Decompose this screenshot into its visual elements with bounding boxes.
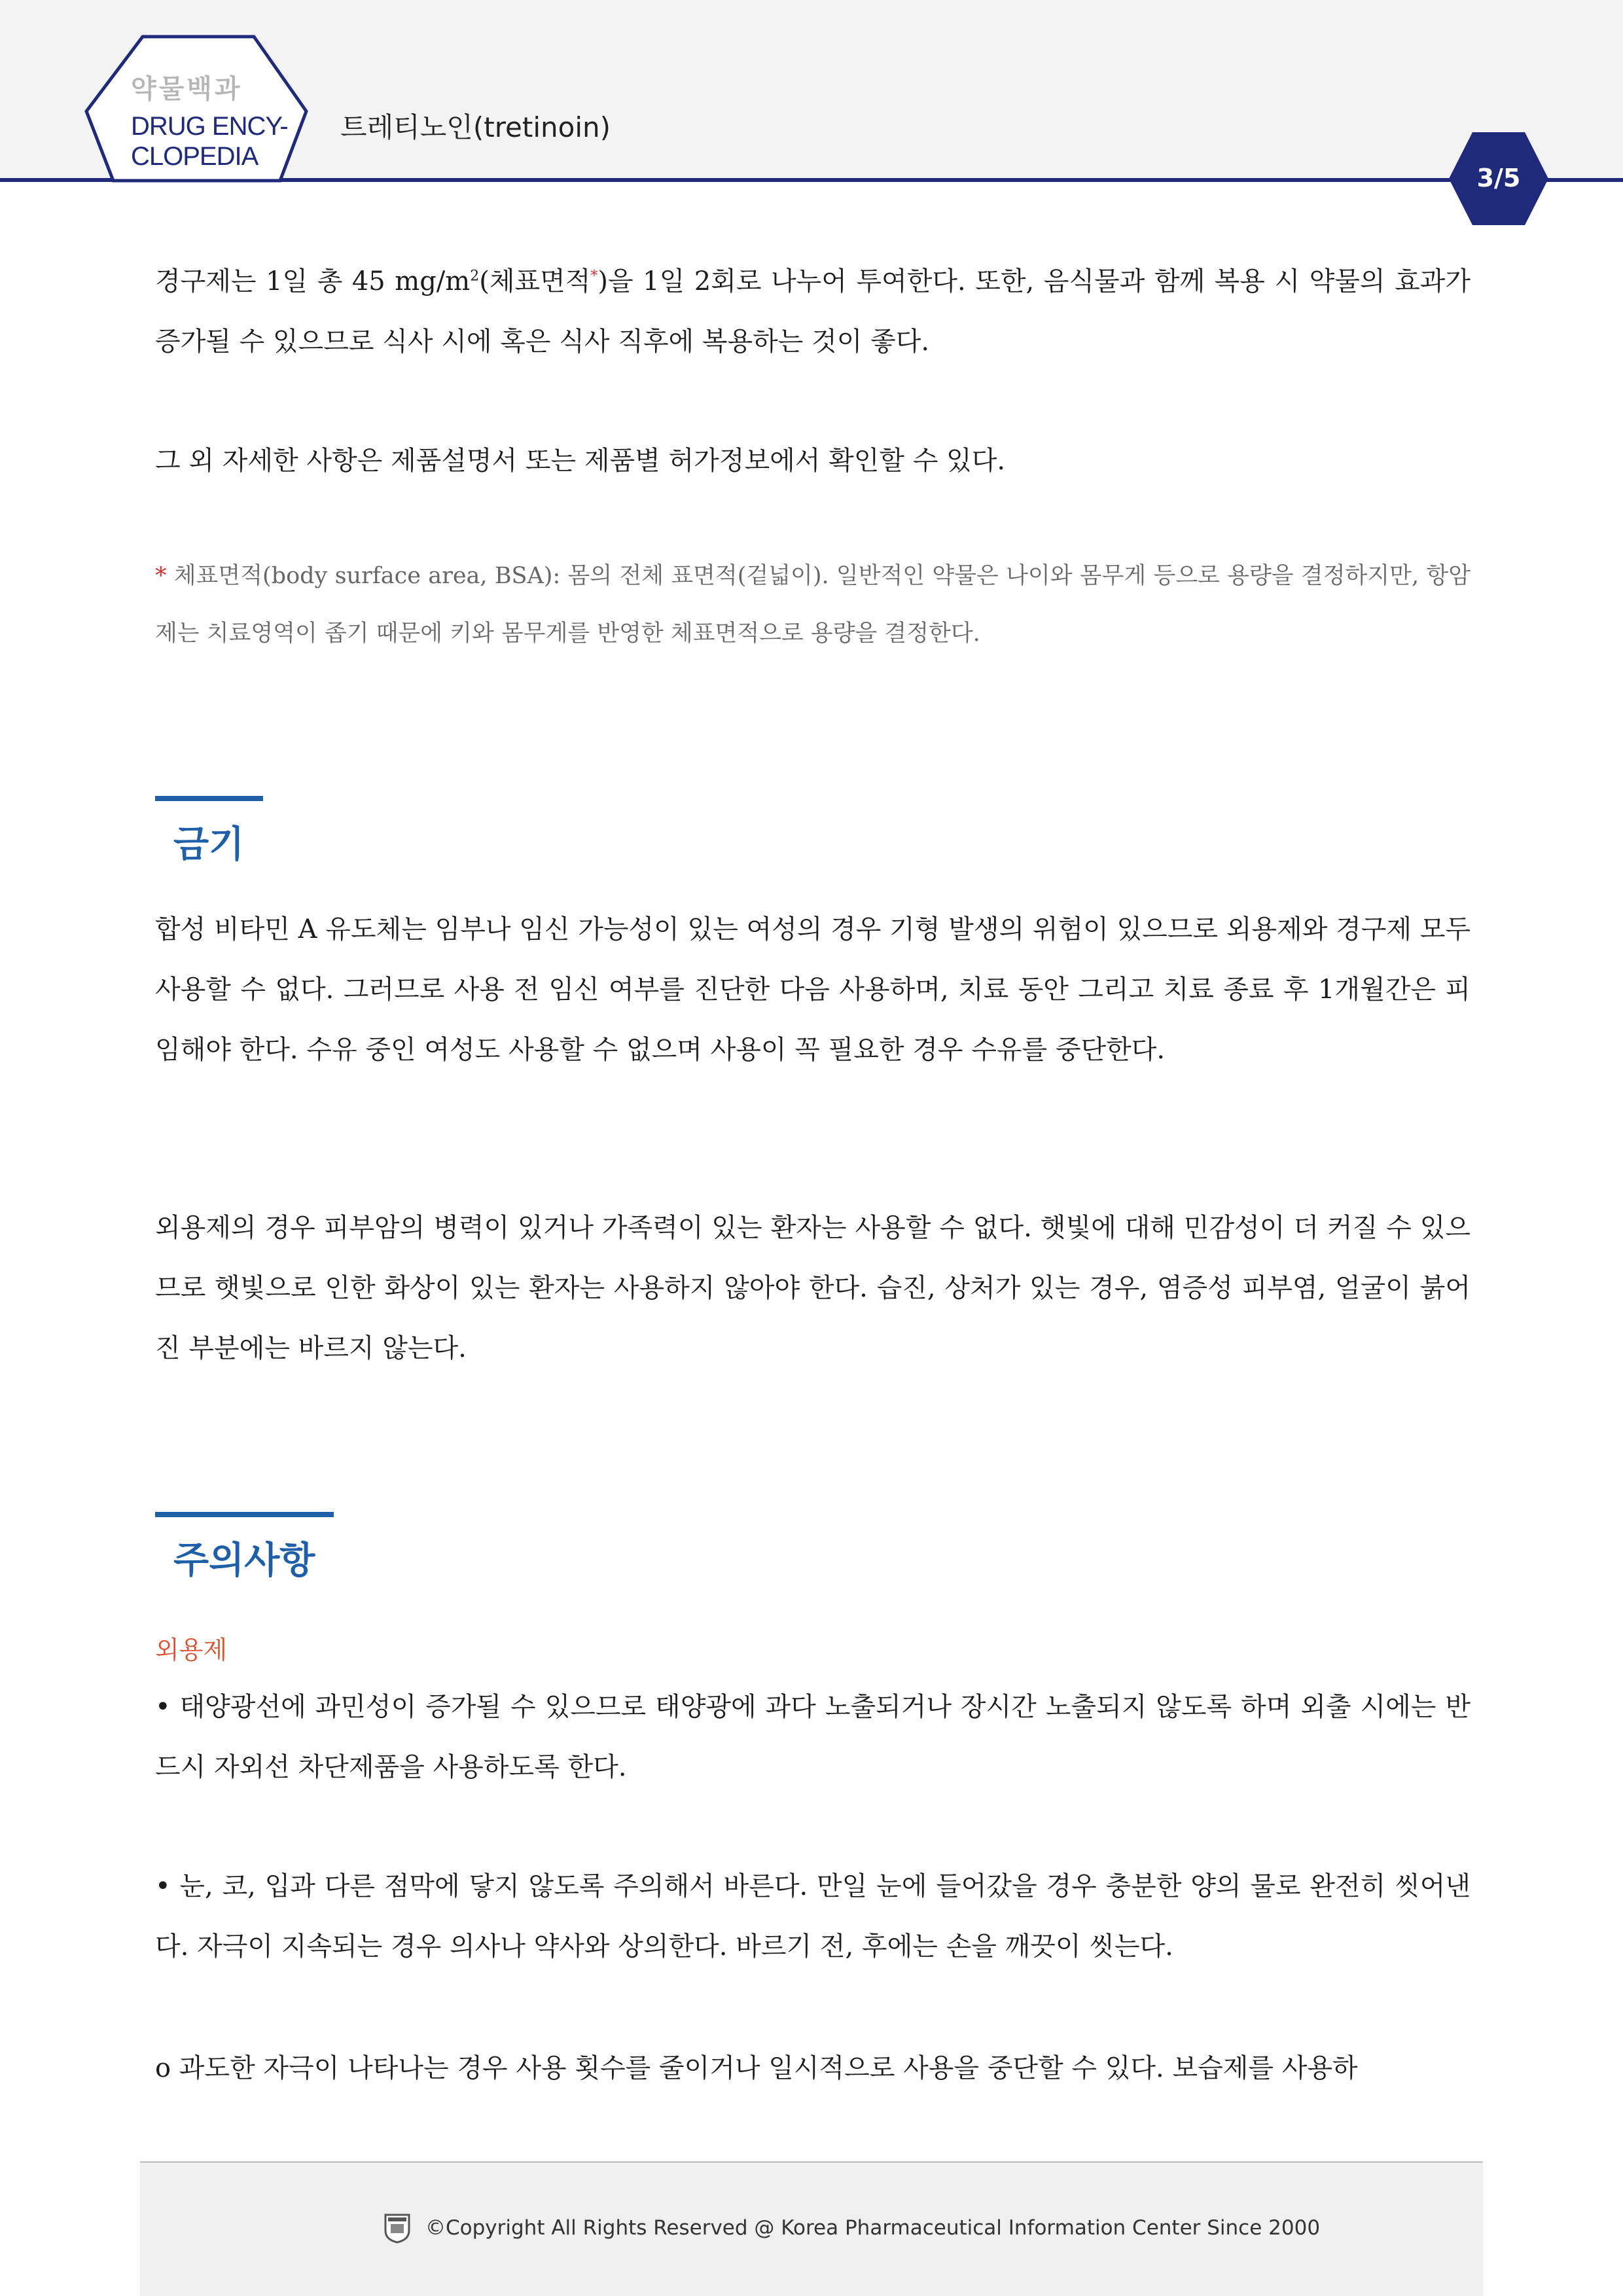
section-title-contraindications: 금기 <box>173 823 245 866</box>
copyright-text: ©Copyright All Rights Reserved @ Korea Pharmaceutical Information Center Since 2000 <box>425 2216 1321 2240</box>
logo-line-2: CLOPEDIA <box>131 142 259 171</box>
footnote-text: 체표면적(body surface area, BSA): 몸의 전체 표면적(겉넓이). 일반적인 약물은 나이와 몸무게 등으로 용량을 결정하지만, 항암제는 치료영역이 좁기 때문에 키와 몸무게를 반영한 체표면적으로 용량을 결정한다. <box>155 563 1471 647</box>
section-bar-precautions <box>155 1512 334 1517</box>
bsa-footnote <box>155 547 1471 662</box>
page-number: 3/5 <box>1476 164 1521 192</box>
logo-line-1: DRUG ENCY- <box>131 112 288 141</box>
dosage-text-part-2: (체표면적 <box>479 266 591 296</box>
kpic-emblem-icon <box>383 2212 412 2244</box>
footnote-star: * <box>155 563 167 589</box>
section-title-precautions: 주의사항 <box>173 1539 315 1582</box>
page-indicator <box>1446 130 1551 228</box>
document-title: 트레티노인(tretinoin) <box>340 111 611 143</box>
footnote-marker: * <box>590 268 598 285</box>
section-bar-contraindications <box>155 796 263 801</box>
contraindications-paragraph-2: 외용제의 경우 피부암의 병력이 있거나 가족력이 있는 환자는 사용할 수 없다. 햇빛에 대해 민감성이 더 커질 수 있으므로 햇빛으로 인한 화상이 있는 환자는 사용하지 않아야 한다. 습진, 상처가 있는 경우, 염증성 피부염, 얼굴이 붉어진 부분에는 바르지 않는다. <box>155 1213 1471 1363</box>
superscript-2: 2 <box>470 268 480 285</box>
subheading-topical: 외용제 <box>155 1636 228 1664</box>
dosage-text-part-1: 경구제는 1일 총 45 mg/m <box>155 266 471 296</box>
logo-english-text <box>131 111 288 171</box>
precaution-item-3: o 과도한 자극이 나타나는 경우 사용 횟수를 줄이거나 일시적으로 사용을 중단할 수 있다. 보습제를 사용하 <box>155 2053 1358 2083</box>
more-info-paragraph: 그 외 자세한 사항은 제품설명서 또는 제품별 허가정보에서 확인할 수 있다. <box>155 446 1006 476</box>
contraindications-paragraph-1: 합성 비타민 A 유도체는 임부나 임신 가능성이 있는 여성의 경우 기형 발생의 위험이 있으므로 외용제와 경구제 모두 사용할 수 없다. 그러므로 사용 전 임신 여부를 진단한 다음 사용하며, 치료 동안 그리고 치료 종료 후 1개월간은 피임해야 한다. 수유 중인 여성도 사용할 수 없으며 사용이 꼭 필요한 경우 수유를 중단한다. <box>155 914 1471 1065</box>
logo-korean-text: 약물백과 <box>131 74 243 104</box>
precaution-item-1: • 태양광선에 과민성이 증가될 수 있으므로 태양광에 과다 노출되거나 장시간 노출되지 않도록 하며 외출 시에는 반드시 자외선 차단제품을 사용하도록 한다. <box>155 1692 1471 1782</box>
dosage-paragraph <box>155 251 1471 372</box>
drug-encyclopedia-logo <box>84 34 313 185</box>
precaution-item-2: • 눈, 코, 입과 다른 점막에 닿지 않도록 주의해서 바른다. 만일 눈에 들어갔을 경우 충분한 양의 물로 완전히 씻어낸다. 자극이 지속되는 경우 의사나 약사와 상의한다. 바르기 전, 후에는 손을 깨끗이 씻는다. <box>155 1871 1471 1962</box>
footer-rule <box>140 2161 1483 2163</box>
dosage-text-part-3: )을 1일 2회로 나누어 투여한다. 또한, 음식물과 함께 복용 시 약물의 효과가 증가될 수 있으므로 식사 시에 혹은 식사 직후에 복용하는 것이 좋다. <box>155 266 1471 357</box>
